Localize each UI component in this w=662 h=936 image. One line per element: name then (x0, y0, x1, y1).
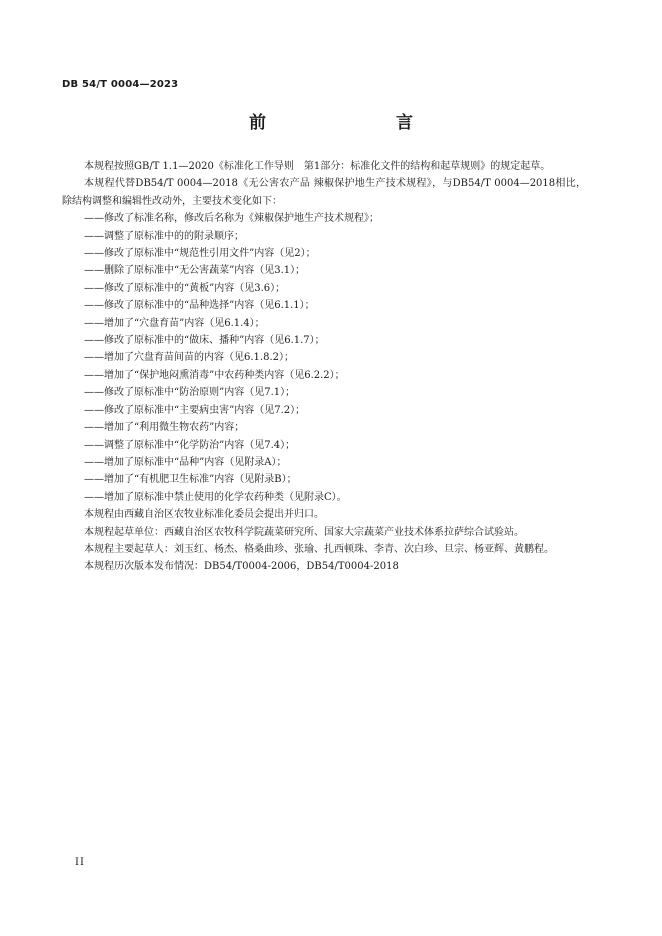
change-item: ——删除了原标准中“无公害蔬菜”内容（见3.1）； (84, 265, 306, 277)
change-item: ——增加了“保护地闷熏消毒”中农药种类内容（见6.2.2）； (84, 369, 345, 381)
change-item: ——修改了原标准中的“品种选择”内容（见6.1.1）； (84, 300, 315, 312)
document-body (62, 158, 586, 576)
drafters-paragraph: 本规程主要起草人：刘玉红、杨杰、格桑曲珍、张瑜、扎西顿珠、李青、次白珍、旦宗、杨亚辉、黄鹏程。 (84, 543, 554, 555)
change-list (62, 210, 586, 506)
change-item: ——修改了原标准中“规范性引用文件”内容（见2）； (84, 248, 316, 260)
intro-paragraph-2: 本规程代替DB54/T 0004—2018《无公害农产品 辣椒保护地生产技术规程》，与DB54/T 0004—2018相比，除结构调整和编辑性改动外，主要技术变化如下： (62, 178, 586, 207)
page-number: II (75, 857, 85, 868)
change-item: ——增加了“穴盘育苗”内容（见6.1.4）； (84, 317, 265, 329)
proposer-paragraph: 本规程由西藏自治区农牧业标准化委员会提出并归口。 (84, 509, 324, 521)
change-item: ——调整了原标准中的的附录顺序； (84, 230, 244, 242)
version-history-paragraph: 本规程历次版本发布情况：DB54/T0004-2006，DB54/T0004-2018 (84, 561, 399, 573)
change-item: ——修改了原标准中的“黄板”内容（见3.6）； (84, 282, 286, 294)
change-item: ——调整了原标准中“化学防治”内容（见7.4）； (84, 439, 296, 451)
change-item: ——修改了原标准中的“做床、播种”内容（见6.1.7）； (84, 335, 325, 347)
drafting-units-paragraph: 本规程起草单位：西藏自治区农牧科学院蔬菜研究所、国家大宗蔬菜产业技术体系拉萨综合试验站。 (84, 526, 524, 538)
change-item: ——修改了原标准中“防治原则”内容（见7.1）； (84, 387, 296, 399)
document-code: DB 54/T 0004—2023 (62, 79, 179, 90)
page-title: 前 言 (249, 113, 445, 133)
change-item: ——增加了原标准中禁止使用的化学农药种类（见附录C）。 (84, 491, 347, 503)
change-item: ——增加了“利用微生物农药”内容； (84, 422, 245, 434)
change-item: ——修改了标准名称，修改后名称为《辣椒保护地生产技术规程》； (84, 213, 379, 225)
change-item: ——增加了穴盘育苗间苗的内容（见6.1.8.2）； (84, 352, 294, 364)
change-item: ——修改了原标准中“主要病虫害”内容（见7.2）； (84, 404, 306, 416)
change-item: ——增加了原标准中“品种”内容（见附录A）； (84, 456, 287, 468)
change-item: ——增加了“有机肥卫生标准”内容（见附录B）； (84, 474, 297, 486)
intro-paragraph-1: 本规程按照GB/T 1.1—2020《标准化工作导则 第1部分：标准化文件的结构和起草规则》的规定起草。 (84, 161, 551, 172)
